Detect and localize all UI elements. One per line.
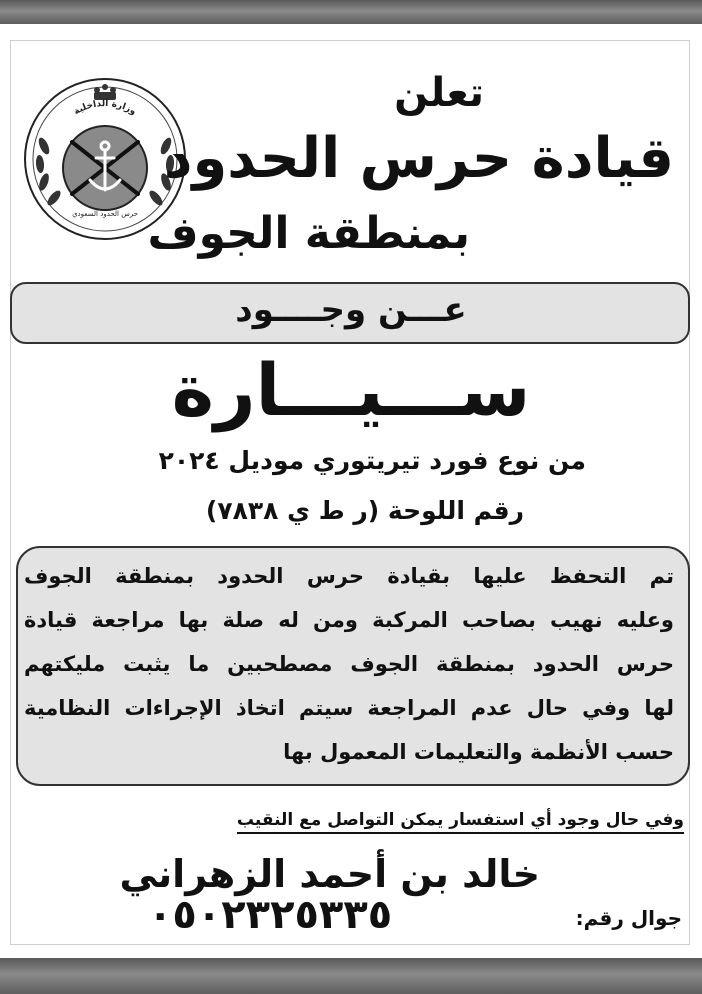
inquiry-text: وفي حال وجود أي استفسار يمكن التواصل مع النقيب bbox=[237, 810, 684, 834]
car-title: ســـيـــارة bbox=[171, 348, 531, 432]
emblem-inner-text: حرس الحدود السعودي bbox=[72, 210, 138, 218]
bottom-gray-band bbox=[0, 958, 702, 994]
contact-name: خالد بن أحمد الزهراني bbox=[119, 852, 540, 896]
notice-line: تم التحفظ عليها بقيادة حرس الحدود بمنطقة الجوف bbox=[24, 564, 674, 588]
notice-line: لها وفي حال عدم المراجعة سيتم اتخاذ الإجراءات النظامية bbox=[24, 696, 674, 720]
vehicle-model: من نوع فورد تيريتوري موديل ٢٠٢٤ bbox=[158, 446, 586, 475]
mobile-label: جوال رقم: bbox=[575, 906, 682, 930]
authority-heading: قيادة حرس الحدود bbox=[163, 126, 674, 191]
notice-line: حسب الأنظمة والتعليمات المعمول بها bbox=[283, 740, 674, 764]
about-label: عـــن وجــــود bbox=[235, 290, 467, 330]
notice-line: وعليه نهيب بصاحب المركبة ومن له صلة بها مراجعة قيادة bbox=[24, 608, 674, 632]
mobile-number: ٠٥٠٢٣٢٥٣٣٥ bbox=[148, 892, 393, 938]
announce-heading: تعلن bbox=[394, 70, 484, 116]
region-heading: بمنطقة الجوف bbox=[147, 208, 470, 259]
emblem-ring-text: وزارة الداخلية bbox=[72, 98, 138, 118]
top-gray-band bbox=[0, 0, 702, 24]
vehicle-plate: رقم اللوحة (ر ط ي ٧٨٣٨) bbox=[205, 496, 524, 525]
notice-line: حرس الحدود بمنطقة الجوف مصطحبين ما يثبت مليكتهم bbox=[24, 652, 674, 676]
